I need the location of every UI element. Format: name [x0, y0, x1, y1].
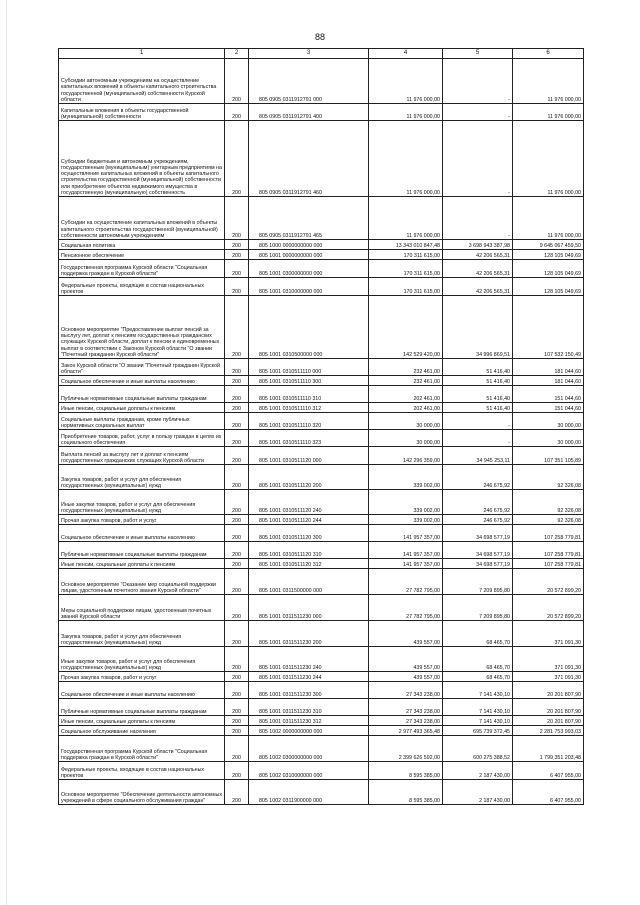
table-row — [59, 104, 584, 121]
column-number-3: 3 — [249, 49, 369, 59]
row-name: Капитальные вложения в объекты государственной (муниципальной) собственности — [59, 104, 225, 121]
row-value-4: 8 595 385,00 — [369, 762, 443, 780]
row-value-5: 68 465,70 — [443, 672, 513, 682]
table-row — [59, 542, 584, 559]
row-value-4: 339 002,00 — [369, 490, 443, 515]
row-name: Публичные нормативные социальные выплаты гражданам — [59, 699, 225, 716]
row-value-5: 68 465,70 — [443, 621, 513, 647]
row-budget-code: 805 1001 0310511120 200 — [249, 465, 369, 490]
table-row — [59, 403, 584, 413]
row-value-6: 20 572 899,20 — [513, 595, 584, 621]
row-name: Меры социальной поддержки лицам, удостоенным почетных званий Курской области — [59, 595, 225, 621]
row-name: Федеральные проекты, входящие в состав национальных проектов — [59, 278, 225, 296]
table-row — [59, 621, 584, 647]
row-budget-code: 805 1001 0310511110 323 — [249, 430, 369, 447]
row-value-5: 34 698 577,19 — [443, 559, 513, 569]
row-value-5: 7 209 895,80 — [443, 569, 513, 595]
row-value-6: 9 645 067 459,50 — [513, 240, 584, 250]
row-value-4: 141 957 357,00 — [369, 525, 443, 542]
row-budget-code: 805 0905 0311912791 000 — [249, 59, 369, 104]
row-value-5: 42 206 565,31 — [443, 260, 513, 278]
row-value-6: 6 407 955,00 — [513, 762, 584, 780]
row-budget-code: 805 1002 0310000000 000 — [249, 762, 369, 780]
row-value-6: 371 091,30 — [513, 647, 584, 672]
row-name: Государственная программа Курской области "Социальная поддержка граждан в Курской области" — [59, 736, 225, 762]
row-budget-code: 805 1001 0310511120 240 — [249, 490, 369, 515]
row-name: Социальное обеспечение и иные выплаты населению — [59, 376, 225, 386]
row-name: Государственная программа Курской области "Социальная поддержка граждан в Курской области" — [59, 260, 225, 278]
row-value-4: 202 461,00 — [369, 386, 443, 403]
row-budget-code: 805 0905 0311912791 400 — [249, 104, 369, 121]
row-value-6: 181 044,60 — [513, 359, 584, 376]
row-value-5: 34 698 577,19 — [443, 525, 513, 542]
row-name: Субсидии автономным учреждениям на осуществление капитальных вложений в объекты капитального строительства государственной (муниципальной) собственности Курской области — [59, 59, 225, 104]
row-value-6: 151 044,60 — [513, 386, 584, 403]
row-value-4: 142 529 420,00 — [369, 296, 443, 359]
table-row — [59, 250, 584, 260]
row-column-2: 200 — [225, 699, 249, 716]
table-row — [59, 569, 584, 595]
row-column-2: 200 — [225, 121, 249, 197]
row-value-6: 1 799 351 203,48 — [513, 736, 584, 762]
table-row — [59, 359, 584, 376]
row-budget-code: 805 1002 0000000000 000 — [249, 726, 369, 736]
row-value-6: 92 326,08 — [513, 465, 584, 490]
row-name: Закон Курской области "О звании "Почетный гражданин Курской области" — [59, 359, 225, 376]
row-name: Иные закупки товаров, работ и услуг для обеспечения государственных (муниципальных) нужд — [59, 647, 225, 672]
row-name: Иные пенсии, социальные доплаты к пенсиям — [59, 716, 225, 726]
row-value-4: 27 343 238,00 — [369, 716, 443, 726]
row-value-5: - — [443, 104, 513, 121]
row-value-6: 20 201 807,90 — [513, 699, 584, 716]
row-budget-code: 805 1001 0311511230 300 — [249, 682, 369, 699]
table-row — [59, 762, 584, 780]
row-name: Публичные нормативные социальные выплаты гражданам — [59, 386, 225, 403]
table-row — [59, 296, 584, 359]
table-row — [59, 121, 584, 197]
row-budget-code: 805 1001 0310500000 000 — [249, 296, 369, 359]
row-column-2: 200 — [225, 621, 249, 647]
row-value-5: 246 675,92 — [443, 490, 513, 515]
row-budget-code: 805 1002 0311900000 000 — [249, 780, 369, 805]
row-column-2: 200 — [225, 359, 249, 376]
row-budget-code: 805 1001 0310511120 300 — [249, 525, 369, 542]
row-budget-code: 805 1001 0310511120 312 — [249, 559, 369, 569]
row-column-2: 200 — [225, 240, 249, 250]
column-number-6: 6 — [513, 49, 584, 59]
row-value-6: 6 407 955,00 — [513, 780, 584, 805]
row-value-4: 142 296 359,00 — [369, 447, 443, 465]
row-budget-code: 805 1001 0310511110 320 — [249, 413, 369, 430]
row-value-6: 20 572 899,20 — [513, 569, 584, 595]
row-name: Основное мероприятие "Обеспечение деятельности автономных учреждений в сфере социального обслуживания граждан" — [59, 780, 225, 805]
row-value-4: 11 976 000,00 — [369, 104, 443, 121]
row-value-6: 92 326,08 — [513, 515, 584, 525]
row-value-4: 2 399 626 592,00 — [369, 736, 443, 762]
table-row — [59, 386, 584, 403]
row-value-6: 92 326,08 — [513, 490, 584, 515]
row-value-5: 42 206 565,31 — [443, 278, 513, 296]
table-row — [59, 278, 584, 296]
row-budget-code: 805 1001 0311511230 312 — [249, 716, 369, 726]
table-row — [59, 240, 584, 250]
row-column-2: 200 — [225, 525, 249, 542]
table-row — [59, 59, 584, 104]
row-column-2: 200 — [225, 250, 249, 260]
row-budget-code: 805 1001 0311511230 000 — [249, 595, 369, 621]
column-number-2: 2 — [225, 49, 249, 59]
row-name: Приобретение товаров, работ, услуг в пользу граждан в целях их социального обеспечения — [59, 430, 225, 447]
row-value-6: 30 000,00 — [513, 430, 584, 447]
row-name: Иные пенсии, социальные доплаты к пенсиям — [59, 403, 225, 413]
column-number-5: 5 — [443, 49, 513, 59]
row-budget-code: 805 1001 0310511110 300 — [249, 376, 369, 386]
row-value-5: 3 698 943 387,98 — [443, 240, 513, 250]
row-value-4: 232 461,00 — [369, 359, 443, 376]
row-name: Прочая закупка товаров, работ и услуг — [59, 672, 225, 682]
row-value-5: 51 416,40 — [443, 376, 513, 386]
row-value-6: 107 258 779,81 — [513, 542, 584, 559]
row-name: Прочая закупка товаров, работ и услуг — [59, 515, 225, 525]
row-name: Социальное обслуживание населения — [59, 726, 225, 736]
row-budget-code: 805 1001 0310511120 000 — [249, 447, 369, 465]
row-column-2: 200 — [225, 736, 249, 762]
row-value-4: 11 976 000,00 — [369, 121, 443, 197]
row-value-4: 170 311 615,00 — [369, 260, 443, 278]
row-column-2: 200 — [225, 465, 249, 490]
row-value-5: 695 739 372,45 — [443, 726, 513, 736]
row-value-6: 128 105 049,69 — [513, 250, 584, 260]
row-value-6: 107 532 150,49 — [513, 296, 584, 359]
row-value-6: 151 044,60 — [513, 403, 584, 413]
row-name: Выплата пенсий за выслугу лет и доплат к пенсиям государственных гражданских служащих Курской области — [59, 447, 225, 465]
row-column-2: 200 — [225, 490, 249, 515]
row-name: Социальное обеспечение и иные выплаты населению — [59, 525, 225, 542]
row-column-2: 200 — [225, 716, 249, 726]
row-budget-code: 805 0905 0311912791 460 — [249, 121, 369, 197]
row-value-6: 11 976 000,00 — [513, 197, 584, 240]
row-value-5: 2 187 430,00 — [443, 780, 513, 805]
row-budget-code: 805 1001 0311511230 240 — [249, 647, 369, 672]
row-column-2: 200 — [225, 569, 249, 595]
row-column-2: 200 — [225, 726, 249, 736]
table-row — [59, 376, 584, 386]
row-column-2: 200 — [225, 403, 249, 413]
row-value-5: 34 945 253,11 — [443, 447, 513, 465]
row-column-2: 200 — [225, 515, 249, 525]
table-row — [59, 780, 584, 805]
table-row — [59, 647, 584, 672]
row-name: Иные закупки товаров, работ и услуг для обеспечения государственных (муниципальных) нужд — [59, 490, 225, 515]
row-column-2: 200 — [225, 447, 249, 465]
row-value-6: 107 258 779,81 — [513, 525, 584, 542]
table-row — [59, 726, 584, 736]
table-row — [59, 682, 584, 699]
row-value-6: 181 044,60 — [513, 376, 584, 386]
row-budget-code: 805 1001 0310511110 000 — [249, 359, 369, 376]
row-name: Социальная политика — [59, 240, 225, 250]
budget-table-body — [59, 49, 584, 805]
row-value-4: 11 976 000,00 — [369, 197, 443, 240]
row-budget-code: 805 1001 0310511110 312 — [249, 403, 369, 413]
row-value-6: 11 976 000,00 — [513, 121, 584, 197]
row-value-5: - — [443, 413, 513, 430]
row-value-4: 27 782 795,00 — [369, 595, 443, 621]
row-value-4: 141 957 357,00 — [369, 542, 443, 559]
row-value-4: 11 976 000,00 — [369, 59, 443, 104]
row-value-5: 7 141 430,10 — [443, 716, 513, 726]
row-column-2: 200 — [225, 762, 249, 780]
budget-table — [58, 48, 584, 805]
row-value-5: 51 416,40 — [443, 359, 513, 376]
table-row — [59, 447, 584, 465]
row-budget-code: 805 1002 0300000000 000 — [249, 736, 369, 762]
row-column-2: 200 — [225, 780, 249, 805]
table-row — [59, 260, 584, 278]
row-value-5: 51 416,40 — [443, 403, 513, 413]
row-value-6: 11 976 000,00 — [513, 104, 584, 121]
row-value-4: 8 595 385,00 — [369, 780, 443, 805]
row-name: Закупка товаров, работ и услуг для обеспечения государственных (муниципальных) нужд — [59, 621, 225, 647]
column-number-4: 4 — [369, 49, 443, 59]
row-value-5: 2 187 430,00 — [443, 762, 513, 780]
row-value-4: 13 343 010 847,48 — [369, 240, 443, 250]
row-value-5: 246 675,92 — [443, 465, 513, 490]
row-value-6: 371 091,30 — [513, 621, 584, 647]
row-value-4: 170 311 615,00 — [369, 250, 443, 260]
row-value-5: 7 141 430,10 — [443, 682, 513, 699]
row-name: Иные пенсии, социальные доплаты к пенсиям — [59, 559, 225, 569]
row-value-5: - — [443, 197, 513, 240]
row-name: Федеральные проекты, входящие в состав национальных проектов — [59, 762, 225, 780]
row-value-5: - — [443, 121, 513, 197]
row-value-6: 2 281 753 993,03 — [513, 726, 584, 736]
row-column-2: 200 — [225, 296, 249, 359]
row-value-4: 202 461,00 — [369, 403, 443, 413]
table-row — [59, 736, 584, 762]
table-row — [59, 699, 584, 716]
table-row — [59, 559, 584, 569]
budget-sheet — [58, 48, 584, 805]
row-value-4: 27 343 238,00 — [369, 682, 443, 699]
row-value-4: 27 782 795,00 — [369, 569, 443, 595]
row-budget-code: 805 1001 0311500000 000 — [249, 569, 369, 595]
row-value-4: 339 002,00 — [369, 465, 443, 490]
row-value-4: 30 000,00 — [369, 430, 443, 447]
row-column-2: 200 — [225, 413, 249, 430]
row-value-5: 34 996 869,51 — [443, 296, 513, 359]
row-column-2: 200 — [225, 386, 249, 403]
row-value-5: 68 465,70 — [443, 647, 513, 672]
row-budget-code: 805 1001 0310511110 310 — [249, 386, 369, 403]
row-value-6: 107 258 779,81 — [513, 559, 584, 569]
table-row — [59, 430, 584, 447]
row-column-2: 200 — [225, 595, 249, 621]
row-name: Основное мероприятие "Предоставление выплат пенсий за выслугу лет, доплат к пенсиям государственных гражданских служащих Курской области, доплат к пенсии и единовременных выплат в соответствии с Законом Курской области "О звании "Почетный гражданин Курской области" — [59, 296, 225, 359]
table-row — [59, 525, 584, 542]
table-row — [59, 672, 584, 682]
row-value-5: 51 416,40 — [443, 386, 513, 403]
row-value-6: 30 000,00 — [513, 413, 584, 430]
row-value-5: 246 675,92 — [443, 515, 513, 525]
row-value-4: 439 557,00 — [369, 647, 443, 672]
row-value-6: 107 351 105,89 — [513, 447, 584, 465]
scan-edge — [6, 0, 7, 905]
row-name: Основное мероприятие "Оказание мер социальной поддержки лицам, удостоенным почетного звания Курской области" — [59, 569, 225, 595]
row-value-4: 439 557,00 — [369, 621, 443, 647]
table-row — [59, 595, 584, 621]
row-name: Субсидии на осуществление капитальных вложений в объекты капитального строительства государственной (муниципальной) собственности автономным учреждениям — [59, 197, 225, 240]
row-column-2: 200 — [225, 278, 249, 296]
row-column-2: 200 — [225, 559, 249, 569]
row-name: Социальные выплаты гражданам, кроме публичных нормативных социальных выплат — [59, 413, 225, 430]
row-budget-code: 805 1001 0311511230 310 — [249, 699, 369, 716]
row-column-2: 200 — [225, 59, 249, 104]
row-value-5: - — [443, 430, 513, 447]
row-name: Пенсионное обеспечение — [59, 250, 225, 260]
row-value-5: - — [443, 59, 513, 104]
row-budget-code: 805 1001 0310000000 000 — [249, 278, 369, 296]
row-value-5: 7 141 430,10 — [443, 699, 513, 716]
row-value-5: 42 206 565,31 — [443, 250, 513, 260]
row-budget-code: 805 1001 0311511230 244 — [249, 672, 369, 682]
row-name: Субсидии бюджетным и автономным учреждениям, государственным (муниципальным) унитарным предприятиям на осуществление капитальных вложений в объекты капитального строительства государственной (муниципальной) собственности или приобретение объектов недвижимого имущества в государственную (муниципальную) собственность — [59, 121, 225, 197]
row-value-6: 20 201 807,90 — [513, 682, 584, 699]
table-row — [59, 197, 584, 240]
row-budget-code: 805 1000 0000000000 000 — [249, 240, 369, 250]
row-value-4: 30 000,00 — [369, 413, 443, 430]
row-column-2: 200 — [225, 672, 249, 682]
row-column-2: 200 — [225, 197, 249, 240]
row-name: Социальное обеспечение и иные выплаты населению — [59, 682, 225, 699]
row-column-2: 200 — [225, 542, 249, 559]
column-number-1: 1 — [59, 49, 225, 59]
row-budget-code: 805 1001 0310511120 310 — [249, 542, 369, 559]
row-value-5: 600 275 388,52 — [443, 736, 513, 762]
table-row — [59, 515, 584, 525]
row-value-6: 371 091,30 — [513, 672, 584, 682]
row-value-6: 20 201 807,90 — [513, 716, 584, 726]
row-value-4: 141 957 357,00 — [369, 559, 443, 569]
row-value-6: 128 105 049,69 — [513, 278, 584, 296]
row-column-2: 200 — [225, 682, 249, 699]
row-budget-code: 805 1001 0310511120 244 — [249, 515, 369, 525]
column-number-row — [59, 49, 584, 59]
row-value-6: 11 976 000,00 — [513, 59, 584, 104]
table-row — [59, 716, 584, 726]
row-value-6: 128 105 049,69 — [513, 260, 584, 278]
row-value-5: 34 698 577,19 — [443, 542, 513, 559]
row-value-4: 27 343 238,00 — [369, 699, 443, 716]
row-column-2: 200 — [225, 104, 249, 121]
page-number: 88 — [314, 32, 325, 42]
row-value-5: 7 209 895,80 — [443, 595, 513, 621]
row-column-2: 200 — [225, 376, 249, 386]
row-name: Закупка товаров, работ и услуг для обеспечения государственных (муниципальных) нужд — [59, 465, 225, 490]
table-row — [59, 413, 584, 430]
row-column-2: 200 — [225, 647, 249, 672]
row-budget-code: 805 1001 0311511230 200 — [249, 621, 369, 647]
row-budget-code: 805 1001 0300000000 000 — [249, 260, 369, 278]
row-value-4: 2 977 493 365,48 — [369, 726, 443, 736]
row-value-4: 170 311 615,00 — [369, 278, 443, 296]
row-budget-code: 805 0905 0311912791 465 — [249, 197, 369, 240]
row-column-2: 200 — [225, 430, 249, 447]
table-row — [59, 490, 584, 515]
row-budget-code: 805 1001 0000000000 000 — [249, 250, 369, 260]
row-column-2: 200 — [225, 260, 249, 278]
table-row — [59, 465, 584, 490]
row-value-4: 439 557,00 — [369, 672, 443, 682]
row-name: Публичные нормативные социальные выплаты гражданам — [59, 542, 225, 559]
row-value-4: 232 461,00 — [369, 376, 443, 386]
row-value-4: 339 002,00 — [369, 515, 443, 525]
